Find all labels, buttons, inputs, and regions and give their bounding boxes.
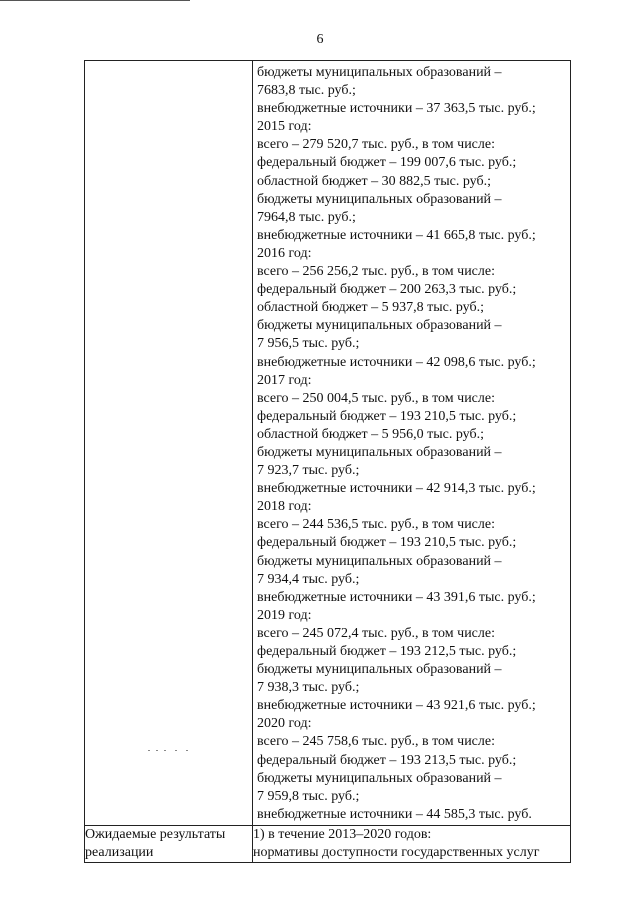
financing-line: бюджеты муниципальных образований – [257, 662, 502, 678]
program-passport-table [84, 60, 571, 863]
results-label-cell [85, 825, 253, 862]
financing-line: бюджеты муниципальных образований – [257, 318, 502, 334]
financing-line: всего – 250 004,5 тыс. руб., в том числе: [257, 390, 495, 406]
financing-lines [253, 61, 570, 825]
financing-line: внебюджетные источники – 37 363,5 тыс. руб.; [257, 101, 536, 117]
financing-line: федеральный бюджет – 193 210,5 тыс. руб.; [257, 535, 517, 551]
financing-line: 2016 год: [257, 245, 312, 261]
financing-line: областной бюджет – 30 882,5 тыс. руб.; [257, 173, 491, 189]
financing-line: бюджеты муниципальных образований – [257, 191, 502, 207]
financing-line: внебюджетные источники – 41 665,8 тыс. руб.; [257, 227, 536, 243]
financing-line: областной бюджет – 5 937,8 тыс. руб.; [257, 300, 484, 316]
financing-line: 7964,8 тыс. руб.; [257, 209, 356, 225]
financing-line: федеральный бюджет – 193 210,5 тыс. руб.; [257, 408, 517, 424]
financing-line: федеральный бюджет – 193 212,5 тыс. руб.; [257, 644, 517, 659]
financing-line: всего – 256 256,2 тыс. руб., в том числе: [257, 264, 495, 280]
financing-line: 2018 год: [257, 499, 312, 515]
financing-line: 7 938,3 тыс. руб.; [257, 680, 360, 696]
financing-value-cell [253, 61, 571, 826]
financing-line: внебюджетные источники – 43 921,6 тыс. руб.; [257, 698, 536, 714]
page-number: 6 [316, 32, 324, 47]
results-label-line-2: реализации [85, 844, 154, 860]
financing-line: всего – 245 758,6 тыс. руб., в том числе: [257, 734, 495, 750]
financing-line: 2020 год: [257, 716, 312, 732]
financing-line: бюджеты муниципальных образований – [257, 444, 502, 460]
financing-line: областной бюджет – 5 956,0 тыс. руб.; [257, 426, 484, 442]
financing-line: федеральный бюджет – 199 007,6 тыс. руб.; [257, 155, 517, 171]
financing-row [85, 61, 571, 826]
financing-line: всего – 279 520,7 тыс. руб., в том числе: [257, 137, 495, 153]
financing-line: бюджеты муниципальных образований – [257, 553, 502, 569]
financing-line: всего – 244 536,5 тыс. руб., в том числе: [257, 517, 495, 533]
financing-line: федеральный бюджет – 200 263,3 тыс. руб.; [257, 282, 517, 298]
header-rule [0, 0, 190, 1]
financing-line: 7 956,5 тыс. руб.; [257, 336, 360, 352]
financing-line: внебюджетные источники – 42 914,3 тыс. руб.; [257, 481, 536, 497]
financing-line: 2019 год: [257, 607, 312, 623]
financing-line: внебюджетные источники – 43 391,6 тыс. руб.; [257, 589, 536, 605]
results-value-cell [253, 825, 571, 862]
results-value-line-1: 1) в течение 2013–2020 годов: [253, 826, 432, 842]
scan-artifact [148, 750, 192, 754]
financing-line: 7 959,8 тыс. руб.; [257, 788, 360, 804]
financing-line: 2017 год: [257, 372, 312, 388]
financing-line: всего – 245 072,4 тыс. руб., в том числе: [257, 625, 495, 641]
financing-line: внебюджетные источники – 42 098,6 тыс. руб.; [257, 354, 536, 370]
financing-line: бюджеты муниципальных образований – [257, 770, 502, 786]
results-row [85, 825, 571, 862]
financing-line: федеральный бюджет – 193 213,5 тыс. руб.; [257, 752, 517, 768]
financing-line: 7 923,7 тыс. руб.; [257, 463, 360, 479]
financing-line: 7 934,4 тыс. руб.; [257, 571, 360, 587]
financing-line: 7683,8 тыс. руб.; [257, 83, 356, 99]
financing-label-cell [85, 61, 253, 826]
financing-line: внебюджетные источники – 44 585,3 тыс. руб. [257, 806, 532, 822]
financing-line: 2015 год: [257, 119, 312, 135]
financing-line: бюджеты муниципальных образований – [257, 65, 502, 80]
results-value-line-2: нормативы доступности государственных услуг [253, 844, 540, 860]
results-label-line-1: Ожидаемые результаты [85, 826, 226, 842]
